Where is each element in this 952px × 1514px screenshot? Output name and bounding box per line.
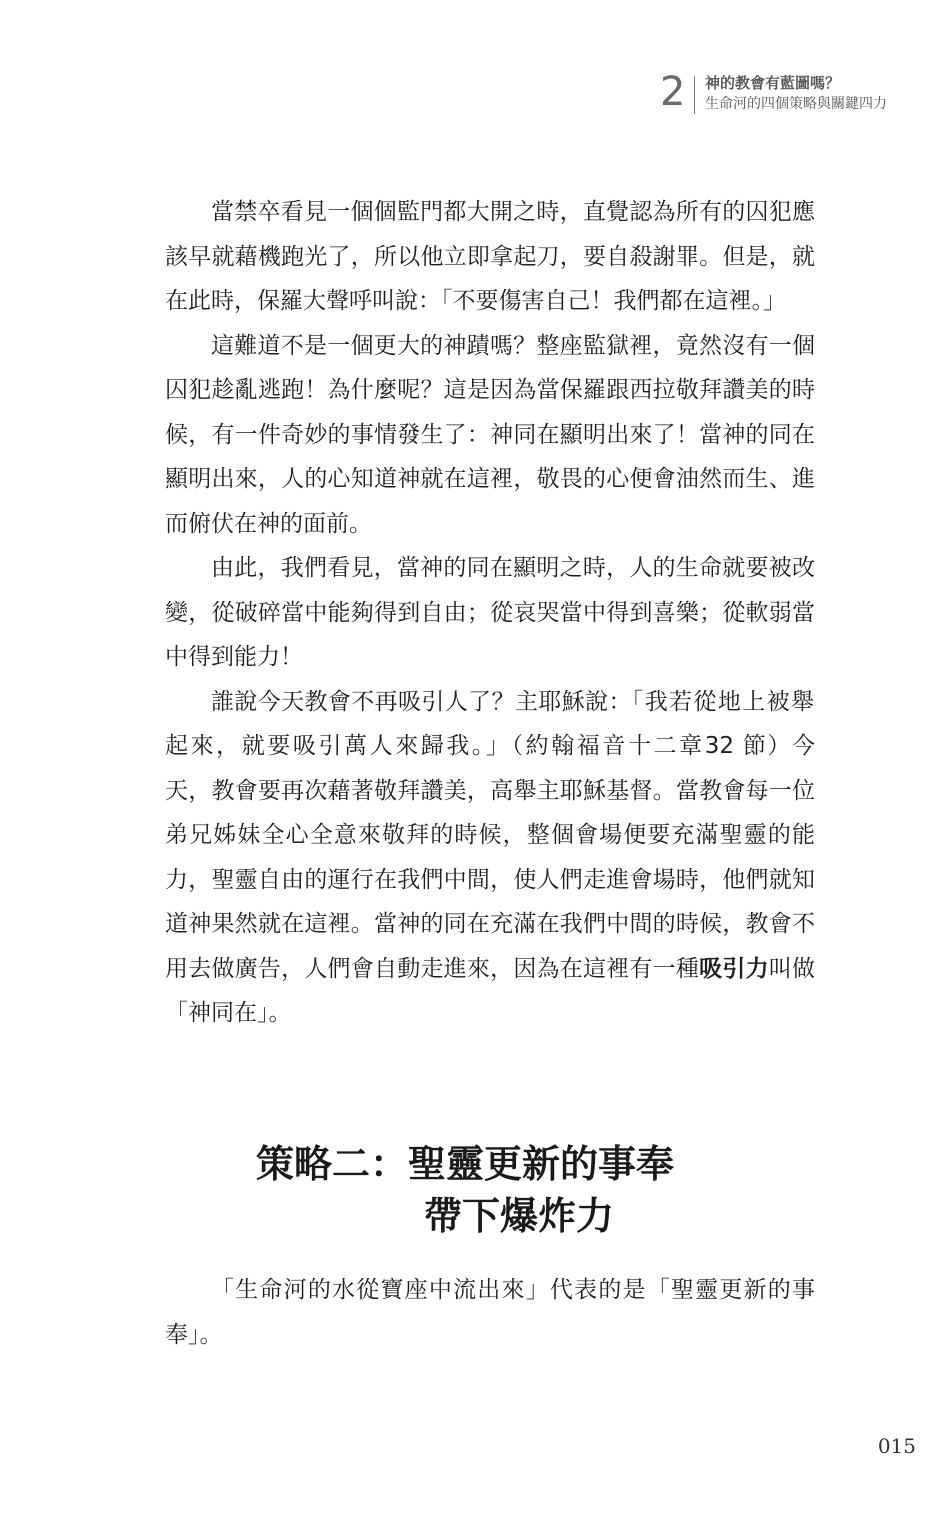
chapter-title: 神的教會有藍圖嗎？ [705, 74, 841, 92]
paragraph-3: 由此，我們看見，當神的同在顯明之時，人的生命就要被改變，從破碎當中能夠得到自由；從哀哭當中得到喜樂；從軟弱當中得到能力！ [165, 555, 815, 670]
section-heading-line-2: 帶下爆炸力 [424, 1194, 615, 1238]
page-number: 015 [877, 1434, 916, 1458]
paragraph-2: 這難道不是一個更大的神蹟嗎？整座監獄裡，竟然沒有一個囚犯趁亂逃跑！為什麼呢？這是因為當保羅跟西拉敬拜讚美的時候，有一件奇妙的事情發生了：神同在顯明出來了！當神的同在顯明出來，人的心知道神就在這裡，敬畏的心便會油然而生、進而俯伏在神的面前。 [165, 332, 815, 537]
paragraph-4 [165, 680, 815, 1036]
section-body [165, 1268, 815, 1357]
paragraph-4-end: 叫做「神同在」。 [165, 955, 816, 1026]
emphasis-text: 吸引力 [699, 955, 769, 982]
running-header [660, 70, 930, 120]
paragraph-1: 當禁卒看見一個個監門都大開之時，直覺認為所有的囚犯應該早就藉機跑光了，所以他立即拿起刀，要自殺謝罪。但是，就在此時，保羅大聲呼叫說：「不要傷害自己！我們都在這裡。」 [165, 199, 815, 314]
header-divider [694, 76, 695, 114]
section-heading [256, 1138, 776, 1242]
chapter-number: 2 [660, 69, 686, 115]
section-paragraph: 「生命河的水從寶座中流出來」代表的是「聖靈更新的事奉」。 [165, 1277, 815, 1348]
scripture-quote: 「我若從地上被舉起來，就要吸引萬人來歸我。」（約翰福音十二章 [165, 688, 816, 759]
body-text [165, 190, 815, 1036]
paragraph-4-body: 32 節）今天，教會要再次藉著敬拜讚美，高舉主耶穌基督。當教會每一位弟兄姊妹全心全意來敬拜的時候，整個會場便要充滿聖靈的能力，聖靈自由的運行在我們中間，使人們走進會場時，他們就知道神果然就在這裡。當神的同在充滿在我們中間的時候，教會不用去做廣告，人們會自動走進來，因為在這裡有一種 [165, 733, 816, 982]
section-heading-line-1: 策略二：聖靈更新的事奉 [256, 1142, 675, 1186]
paragraph-4-intro: 誰說今天教會不再吸引人了？主耶穌說： [211, 688, 632, 715]
chapter-subtitle: 生命河的四個策略與關鍵四力 [705, 96, 887, 112]
